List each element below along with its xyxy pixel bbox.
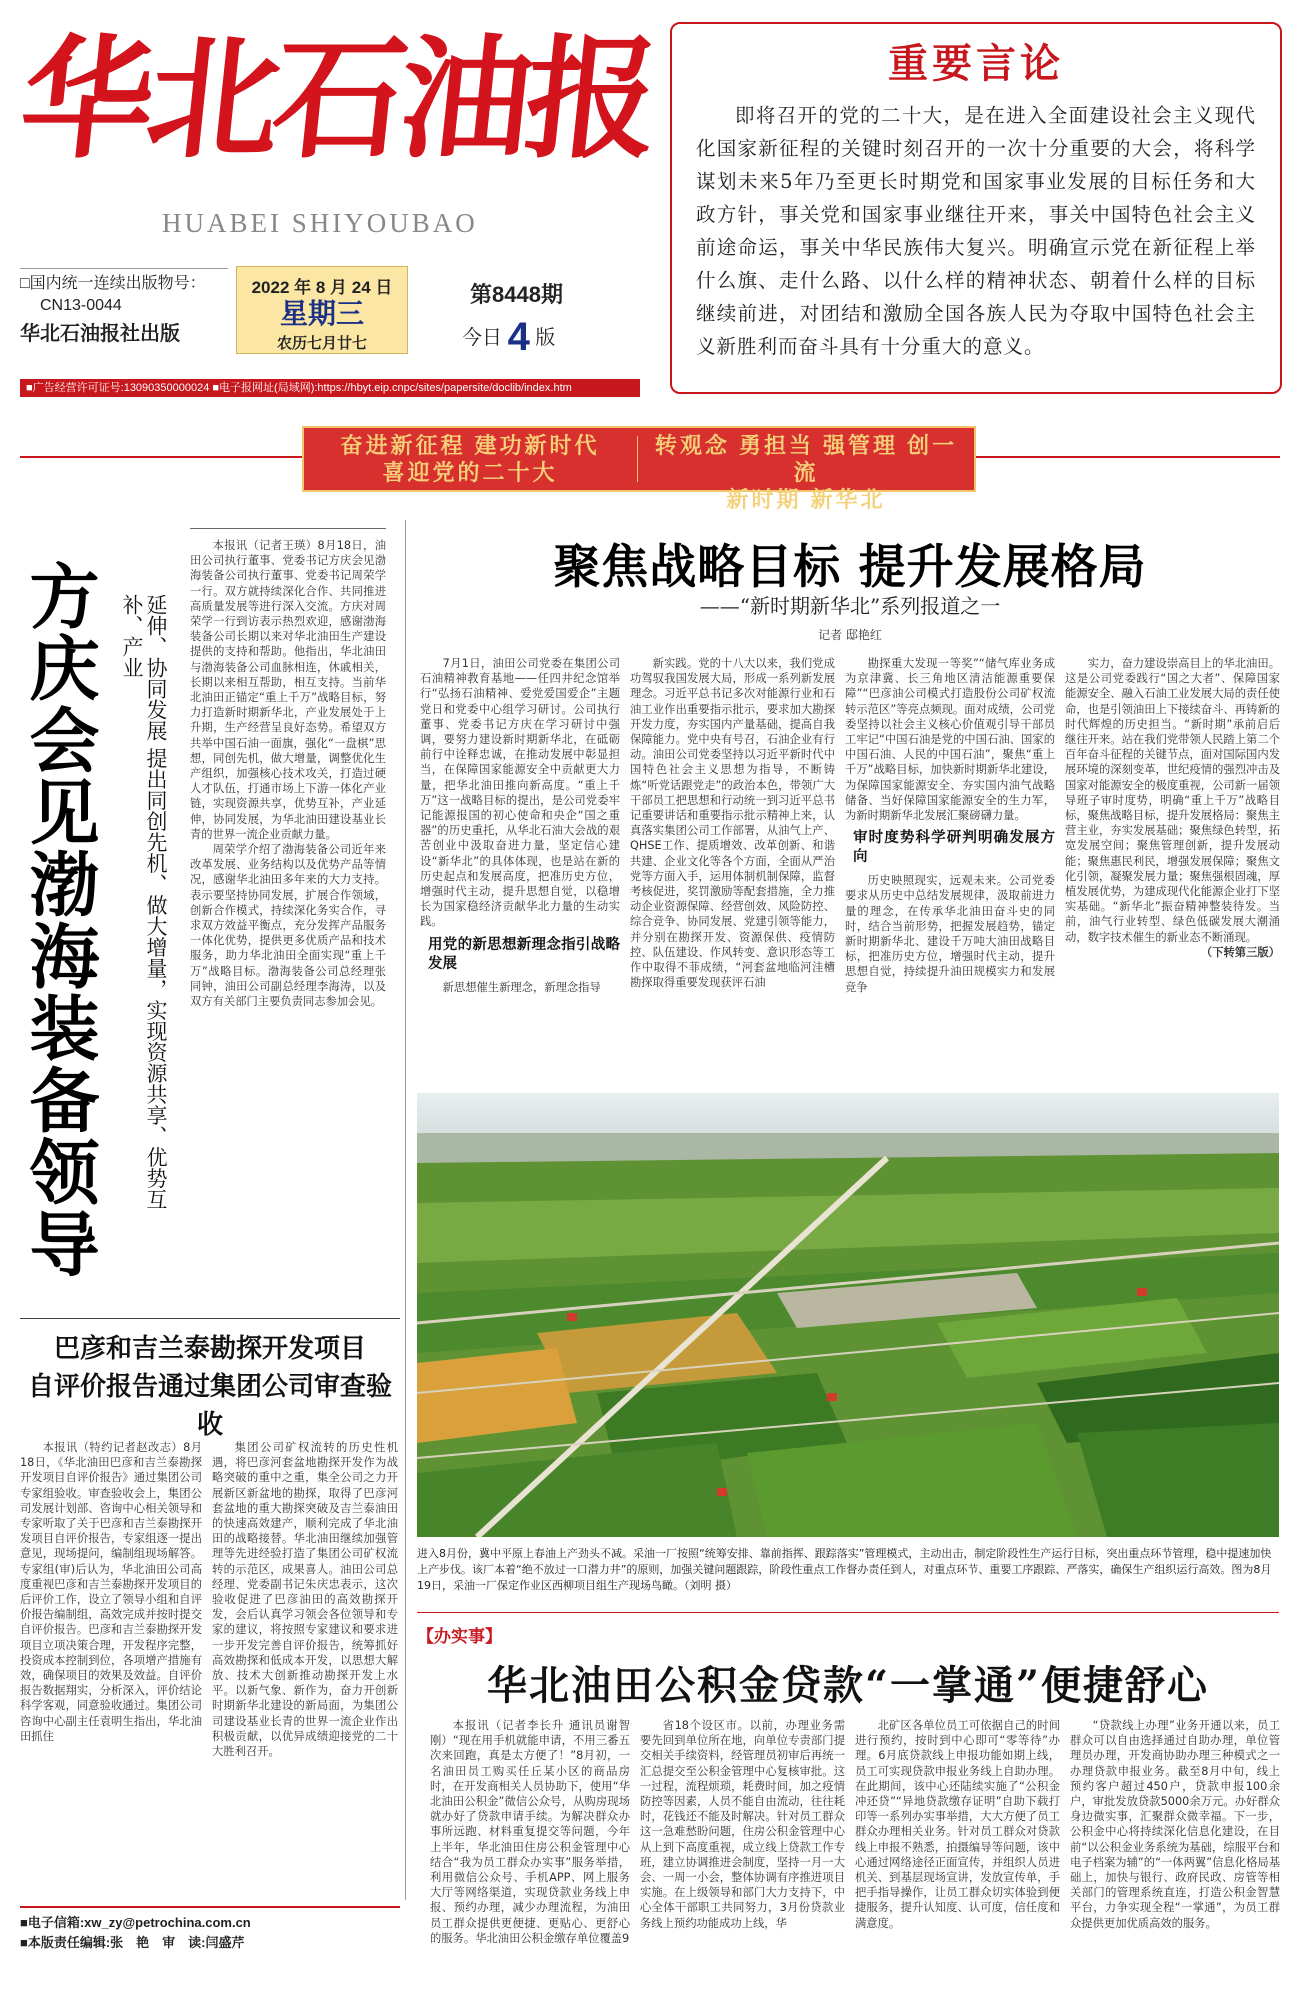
publisher: 华北石油报社出版 — [20, 323, 180, 345]
footer-email: ■电子信箱:xw_zy@petrochina.com.cn — [20, 1915, 251, 1930]
story2-headline-line1: 巴彦和吉兰泰勘探开发项目 — [53, 1334, 366, 1364]
masthead-title: 华北石油报 — [13, 22, 661, 177]
feature-byline: 记者 邸艳红 — [818, 628, 882, 642]
slogan-left-line1: 奋进新征程 建功新时代 — [340, 433, 600, 458]
story3-col1-text: 本报讯（记者李长升 通讯员谢智刚）“现在用手机就能申请，不用三番五次来回跑，真是太方便了！”8月初，一名油田员工购买任丘某小区的商品房时，在开发商相关人员协助下，使用“华北油田公积金”微信公众号，从购房现场就办好了贷款申请手续。为解决群众办事所远跑、材料重复提交等问题，今年上半年，华北油田住房公积金管理中心结合“我为员工群众办实事”服务举措，利用微信公众号、手机APP、网上服务大厅等网络渠道，实现贷款业务线上申报、预约办理，减少办理流程，为油田员工群众提供更便捷、更贴心、更舒心的服务。华北油田公积金缴存单位覆盖9 — [430, 1719, 630, 1945]
feature-continued: （下转第三版） — [1200, 945, 1280, 959]
footer-editors: ■本版责任编辑:张 艳 审 读:闫盛芹 — [20, 1935, 245, 1950]
footer-rule — [20, 1906, 400, 1908]
story3-rule — [417, 1612, 1279, 1613]
date-box — [236, 266, 408, 354]
story3-col2-text: 省18个设区市。以前，办理业务需要先回到单位所在地，向单位专责部门提交相关手续资料，经管理员初审后再统一汇总提交至公积金管理中心复核审批。这一过程，流程烦琐，耗费时间，加之疫情防控等因素，人员不能自由流动，往往耗时，花钱还不能及时解决。针对员工群众这一急难愁盼问题，住房公积金管理中心从上到下高度重视，成立线上贷款工作专班，建立协调推进会制度，坚持一月一大会、一周一小会，整体协调有序推进项目实施。在上级领导和部门大力支持下，中心全体干部职工共同努力，3月份贷款业务线上预约功能成功上线，华 — [640, 1719, 845, 1930]
feature-col2-text: 新实践。党的十八大以来，我们党成功驾驭我国发展大局，形成一系列新发展理念。习近平总书记多次对能源行业和石油工业作出重要指示批示，要求加大勘探开发力度，夯实国内产量基础，提高自我保障能力。党中央有号召，石油企业有行动。油田公司党委坚持以习近平新时代中国特色社会主义思想为指导，不断铸炼“听党话跟党走”的政治本色，带领广大干部员工把思想和行动统一到习近平总书记重要讲话和重要指示批示精神上来，认真落实集团公司工作部署，从油气上产、QHSE工作、提质增效、改革创新、和谐共建、企业文化等各个方面，全面从严治党等方面入手，运用体制机制保障，监督考核促进，奖罚激励等配套措施，全力推动企业资源保障、经营创效、风险防控、综合竞争、协同发展、党建引领等能力，并分别在勘探开发、资源保供、疫情防控、队伍建设、作风转变、意识形态等工作中取得不菲成绩，“河套盆地临河洼槽勘探取得重要发现获评石油 — [630, 657, 835, 990]
pages-count: 4 — [507, 315, 530, 359]
oilfield-aerial-image — [417, 1093, 1279, 1537]
feature-headline: 聚焦战略目标 提升发展格局 — [553, 540, 1147, 595]
story2-col2 — [212, 1440, 398, 1902]
story2-rule — [20, 1318, 400, 1319]
pages-prefix: 今日 — [462, 327, 502, 349]
slogan-divider — [637, 436, 638, 482]
story1-col1: 本报讯（记者王瑛）8月18日，油田公司执行董事、党委书记方庆会见渤海装备公司执行董事、党委书记周荣学一行。双方就持续深化合作、共同推进高质量发展等进行深入交流。方庆对周荣学一行到访表示热烈欢迎，感谢渤海装备公司长期以来对华北油田生产建设提供的支持和帮助。他指出，华北油田与渤海装备公司血脉相连，休戚相关，长期以来相互帮助，相互支持。当前华北油田正锚定“重上千万”战略目标，努力打造新时期新华北，产业发展处于上升期，生产经营呈良好态势。希望双方共举中国石油一面旗，强化“一盘棋”思想，同创先机，做大增量，调整优化生产组织，加强核心技术攻关，打造过硬人才队伍，打通市场上下游一体化产业链，实现资源共享，优势互补，产业延伸，协同发展，为华北油田建设基业长青的世界一流企业贡献力量。 — [190, 539, 386, 841]
photo-caption: 进入8月份，冀中平原上春油上产劲头不减。采油一厂按照“统筹安排、靠前指挥、跟踪落实”管理模式，主动出击，制定阶段性生产运行目标，突出重点环节管理，稳中提速加快上产步伐。该厂本着“绝不放过一口潜力井”的原则，加强关键问题跟踪，阶段性重点工作督办责任到人，对重点环节、重要工序跟踪、严落实，确保生产组织运行高效。图为8月19日，采油一厂保定作业区西柳项目组生产现场鸟瞰。（刘明 摄） — [417, 1547, 1272, 1592]
story3-tag: 【办实事】 — [417, 1627, 502, 1646]
feature-col2 — [630, 656, 835, 1081]
slogan-right-line1: 转观念 勇担当 强管理 创一流 — [654, 433, 958, 485]
story2-col1 — [20, 1440, 202, 1902]
feature-col3 — [845, 656, 1055, 1081]
feature-col3-subhead: 审时度势科学研判明确发展方向 — [853, 830, 1055, 866]
issue-number: 第8448期 — [470, 282, 563, 307]
story3-col3-text: 北矿区各单位员工可依据自己的时间进行预约，按时到中心即可“零等待”办理。6月底贷款线上申报功能如期上线，员工可实现贷款申报业务线上自助办理。在此期间，该中心还陆续实施了“公积金冲还贷”“异地贷款缴存证明”自助下载打印等一系列办实事举措，大大方便了员工群众办理相关业务。针对员工群众对贷款线上申报不熟悉，拍摄编导等问题，该中心通过网络途径正面宣传，并组织人员进机关、到基层现场宣讲，发放宣传单，手把手指导操作，让员工群众切实体验到便捷服务，提升认知度、认可度，信任度和满意度。 — [855, 1719, 1060, 1930]
story2-col1-text: 本报讯（特约记者赵改志）8月18日，《华北油田巴彦和吉兰泰勘探开发项目自评价报告》通过集团公司专家组验收。审查验收会上，集团公司发展计划部、咨询中心相关领导和专家听取了关于巴彦和吉兰泰勘探开发项目自评价报告，专家组逐一提出意见，现场提问，编制组现场解答。专家组(审)后认为，华北油田公司高度重视巴彦和吉兰泰勘探开发项目的后评价工作，设立了领导小组和自评价报告编制组，高效完成并按时提交自评价报告。巴彦和吉兰泰勘探开发项目立项决策合理，开发程序完整，投资成本控制到位，各项增产措施有效，确保项目的效果及效益。自评价报告数据翔实，分析深入，评价结论科学客观，同意验收通过。集团公司咨询中心副主任袁明生指出，华北油田抓住 — [20, 1441, 202, 1743]
license-bar: ■广告经营许可证号:13090350000024 ■电子报网址(局域网):https://hbyt.eip.cnpc/sites/papersite/doclib/index.htm — [20, 379, 640, 397]
editorial-box — [670, 22, 1282, 394]
serial-number: CN13-0044 — [40, 297, 122, 314]
feature-col3-tail: 历史映照现实，远观未来。公司党委要求从历史中总结发展规律，汲取前进力量的理念，在传承华北油田奋斗史的同时，结合当前形势，把握发展趋势，锚定新时期新华北、建设千万吨大油田战略目标，把准历史方位，增强时代主动，提升思想自觉，持续提升油田规模实力和发展竞争 — [845, 874, 1055, 994]
feature-col4 — [1065, 656, 1280, 1081]
issue-date: 2022 年 8 月 24 日 — [251, 278, 393, 297]
column-divider — [405, 520, 406, 1900]
story3-col3 — [855, 1718, 1060, 1980]
footer — [20, 1913, 400, 1953]
slogan-left-line2: 喜迎党的二十大 — [382, 460, 558, 485]
editorial-title: 重要言论 — [888, 40, 1064, 87]
story3-col1 — [430, 1718, 630, 1980]
feature-col1-tail: 新思想催生新理念，新理念指导 — [442, 980, 601, 994]
story3-col4-text: “贷款线上办理”业务开通以来，员工群众可以自由选择通过自助办理，单位管理员办理，开发商协助办理三种模式之一办理贷款申报业务。截至8月中旬，线上预约客户超过450户，贷款申报100余户，审批发放贷款5000余万元。办好群众身边微实事，汇聚群众微幸福。下一步，公积金中心将持续深化信息化建设，在目前“以公积金业务系统为基础，综服平台和电子档案为辅”的“一体两翼”信息化格局基础上，加快与银行、政府民政、房管等相关部门的管理系统直连，打造公积金智慧平台，力争实现全程“一掌通”，为员工群众提供更加优质高效的服务。 — [1070, 1719, 1280, 1930]
story1-col2: 周荣学介绍了渤海装备公司近年来改革发展、业务结构以及优势产品等情况，感谢华北油田多年来的大力支持。表示要坚持协同发展，扩展合作领域，创新合作模式，持续深化务实合作，寻求双方效益平衡点，充分发挥产品服务一体化优势，提供更多优质产品和技术服务，助力华北油田全面实现“重上千万”战略目标。渤海装备公司总经理张同钟，油田公司副总经理李海涛，以及双方有关部门主要负责同志参加会见。 — [190, 843, 386, 1009]
slogan-banner — [302, 426, 976, 512]
serial-label: □国内统一连续出版物号： — [20, 275, 206, 292]
story1-headline: 方庆会见渤海装备领导 — [18, 560, 100, 1280]
story3-col2 — [640, 1718, 845, 1980]
story1-rule — [190, 528, 386, 529]
slogan-right-line2: 新时期 新华北 — [726, 487, 886, 512]
feature-col1-text: 7月1日，油田公司党委在集团公司石油精神教育基地——任四井纪念馆举行“弘扬石油精神、爱党爱国爱企”主题党日和党委中心组学习研讨。公司执行董事、党委书记方庆在学习研讨中强调，要努力建设新时期新华北，在砥砺前行中诠释忠诚，在推动发展中彰显担当，在保障国家能源安全中贡献更大力量，把华北油田推向新高度。“重上千万”这一战略目标的提出，是公司党委牢记能源报国的初心使命和央企“国之重器”的历史重托，从华北石油大会战的艰苦创业中汲取奋进力量，坚定信心建设“新华北”的具体体现，也是站在新的历史起点和发展高度，把准历史方位，增强时代主动，提升思想自觉，以稳增长为国家稳经济贡献华北力量的生动实践。 — [420, 657, 620, 929]
story2-col2-text: 集团公司矿权流转的历史性机遇，将巴彦河套盆地勘探开发作为战略突破的重中之重，集全公司之力开展新区新盆地的勘探，取得了巴彦河套盆地的重大勘探突破及吉兰泰油田的快速高效建产，顺利完成了华北油田的战略接替。华北油田继续加强管理等先进经验打造了集团公司矿权流转的示范区，成果喜人。油田公司总经理、党委副书记朱庆忠表示，这次验收促进了巴彦油田的高效勘探开发，会后认真学习领会各位领导和专家的建议，将按照专家建议和要求进一步开发完善自评价报告，统筹抓好高效勘探和低成本开发，以思想大解放、技术大创新推动勘探开发上水平。以新气象、新作为，奋力开创新时期新华北建设的新局面，为集团公司建设基业长青的世界一流企业作出积极贡献，以优异成绩迎接党的二十大胜利召开。 — [212, 1441, 398, 1759]
story2-headline — [20, 1330, 400, 1444]
pages-suffix: 版 — [535, 327, 556, 349]
story3-col4 — [1070, 1718, 1280, 1980]
story1-subheadline: 延伸、协同发展 提出同创先机、做大增量，实现资源共享、优势互补、产业 — [120, 594, 168, 1210]
story3-headline: 华北油田公积金贷款“一掌通”便捷舒心 — [486, 1662, 1209, 1709]
aerial-photo — [417, 1093, 1279, 1537]
weekday: 星期三 — [279, 298, 364, 329]
masthead-pinyin: HUABEI SHIYOUBAO — [162, 208, 478, 238]
editorial-text: 即将召开的党的二十大，是在进入全面建设社会主义现代化国家新征程的关键时刻召开的一次十分重要的大会，将科学谋划未来5年乃至更长时期党和国家事业发展的目标任务和大政方针，事关党和国家事业继往开来，事关中国特色社会主义前途命运，事关中华民族伟大复兴。明确宣示党在新征程上举什么旗、走什么路、以什么样的精神状态、朝着什么样的目标继续前进，对团结和激励全国各族人民为夺取中国特色社会主义新胜利而奋斗具有十分重大的意义。 — [696, 104, 1256, 358]
story2-headline-line2: 自评价报告通过集团公司审查验收 — [27, 1372, 392, 1440]
feature-col4-text: 实力，奋力建设崇高目上的华北油田。这是公司党委践行“国之大者”、保障国家能源安全、融入石油工业发展大局的责任使命，也是引领油田上下接续奋斗、再铸新的时代辉煌的历史担当。“新时期”承前启后继往开来。站在我们党带领人民踏上第二个百年奋斗征程的关键节点，面对国际国内发展环境的深刻变革，世纪疫情的强烈冲击及国家对能源安全的极度重视，公司新一届领导班子审时度势，明确“重上千万”战略目标，聚焦战略目标，提升发展格局：聚焦主营主业，夯实发展基础；聚焦绿色转型，拓宽发展空间；聚焦管理创新，提升发展动能；聚焦惠民利民，增强发展保障；聚焦文化引领，凝聚发展力量；聚焦强根固魂，厚植发展优势，为建成现代化能源企业打下坚实基础。“新华北”振奋精神整装待发。当前，油气行业转型、绿色低碳发展大潮涌动，数字技术催生的新业态不断涌现。 — [1065, 657, 1280, 944]
feature-subtitle: ——“新时期新华北”系列报道之一 — [699, 594, 1001, 618]
slogan-left — [310, 432, 630, 486]
feature-col3-text: 勘探重大发现一等奖”“储气库业务成为京津冀、长三角地区清洁能源重要保障”“巴彦油公司模式打造股份公司矿权流转示范区”等亮点频现。面对成绩，公司党委坚持以社会主义核心价值观引导干部员工牢记“中国石油是党的中国石油、国家的中国石油、人民的中国石油”，聚焦“重上千万”战略目标，加快新时期新华北建设，为保障国家能源安全、夯实国内油气战略储备、当好保障国家能源安全的生力军，为新时期新华北发展汇聚磅礴力量。 — [845, 657, 1055, 823]
page-count — [462, 315, 555, 360]
lunar-date: 农历七月廿七 — [276, 335, 367, 352]
story1-body — [190, 538, 386, 1280]
slogan-right — [646, 432, 966, 513]
feature-col1-subhead: 用党的新思想新理念指引战略发展 — [428, 936, 620, 972]
feature-col1 — [420, 656, 620, 1081]
publication-info — [20, 268, 228, 345]
